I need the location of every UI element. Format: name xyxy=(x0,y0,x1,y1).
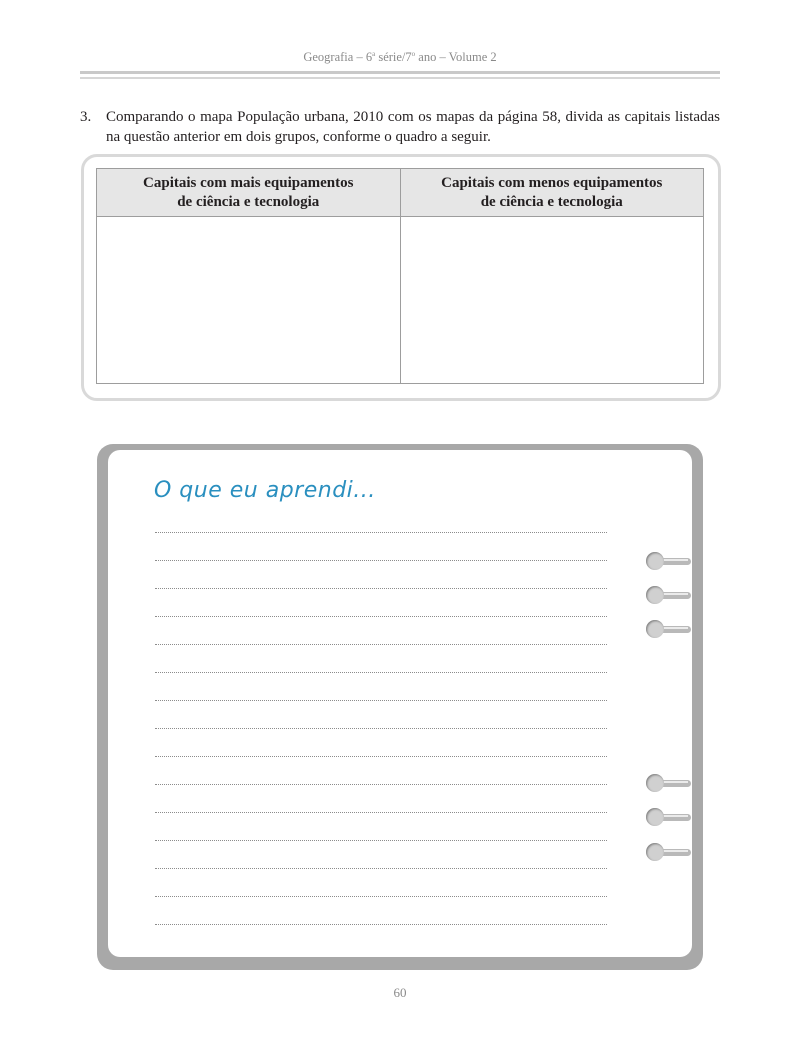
page-header: Geografia – 6$^a$ série/7$^o$ ano – Volume 2 xyxy=(303,50,497,64)
column-header-more: Capitais com mais equipamentos de ciência e tecnologia xyxy=(97,169,401,217)
writing-line[interactable] xyxy=(155,896,607,897)
writing-line[interactable] xyxy=(155,616,607,617)
binder-ring-icon xyxy=(646,586,694,604)
writing-line[interactable] xyxy=(155,700,607,701)
answer-cell-more[interactable] xyxy=(97,217,401,384)
binder-ring-icon xyxy=(646,808,694,826)
writing-line[interactable] xyxy=(155,588,607,589)
answer-table xyxy=(96,168,704,384)
writing-line[interactable] xyxy=(155,728,607,729)
binder-ring-icon xyxy=(646,774,694,792)
question-3 xyxy=(80,107,720,147)
writing-line[interactable] xyxy=(155,924,607,925)
notebook-page xyxy=(108,450,692,957)
binder-ring-icon xyxy=(646,552,694,570)
writing-line[interactable] xyxy=(155,756,607,757)
notebook-title: O que eu aprendi... xyxy=(154,478,376,503)
writing-line[interactable] xyxy=(155,840,607,841)
page-number: 60 xyxy=(393,985,407,1000)
binder-ring-icon xyxy=(646,843,694,861)
column-header-less: Capitais com menos equipamentos de ciência e tecnologia xyxy=(400,169,704,217)
question-number: 3. xyxy=(80,109,92,125)
writing-line[interactable] xyxy=(155,532,607,533)
writing-line[interactable] xyxy=(155,812,607,813)
writing-line[interactable] xyxy=(155,868,607,869)
writing-line[interactable] xyxy=(155,644,607,645)
binder-ring-icon xyxy=(646,620,694,638)
writing-line[interactable] xyxy=(155,560,607,561)
header-rule xyxy=(80,71,720,74)
writing-line[interactable] xyxy=(155,672,607,673)
question-text: Comparando o mapa População urbana, 2010 com os mapas da página 58, divida as capitais listadas na questão anterior em dois grupos, conforme o quadro a seguir. xyxy=(106,109,720,145)
answer-cell-less[interactable] xyxy=(400,217,704,384)
header-rule-secondary xyxy=(80,77,720,79)
writing-line[interactable] xyxy=(155,784,607,785)
